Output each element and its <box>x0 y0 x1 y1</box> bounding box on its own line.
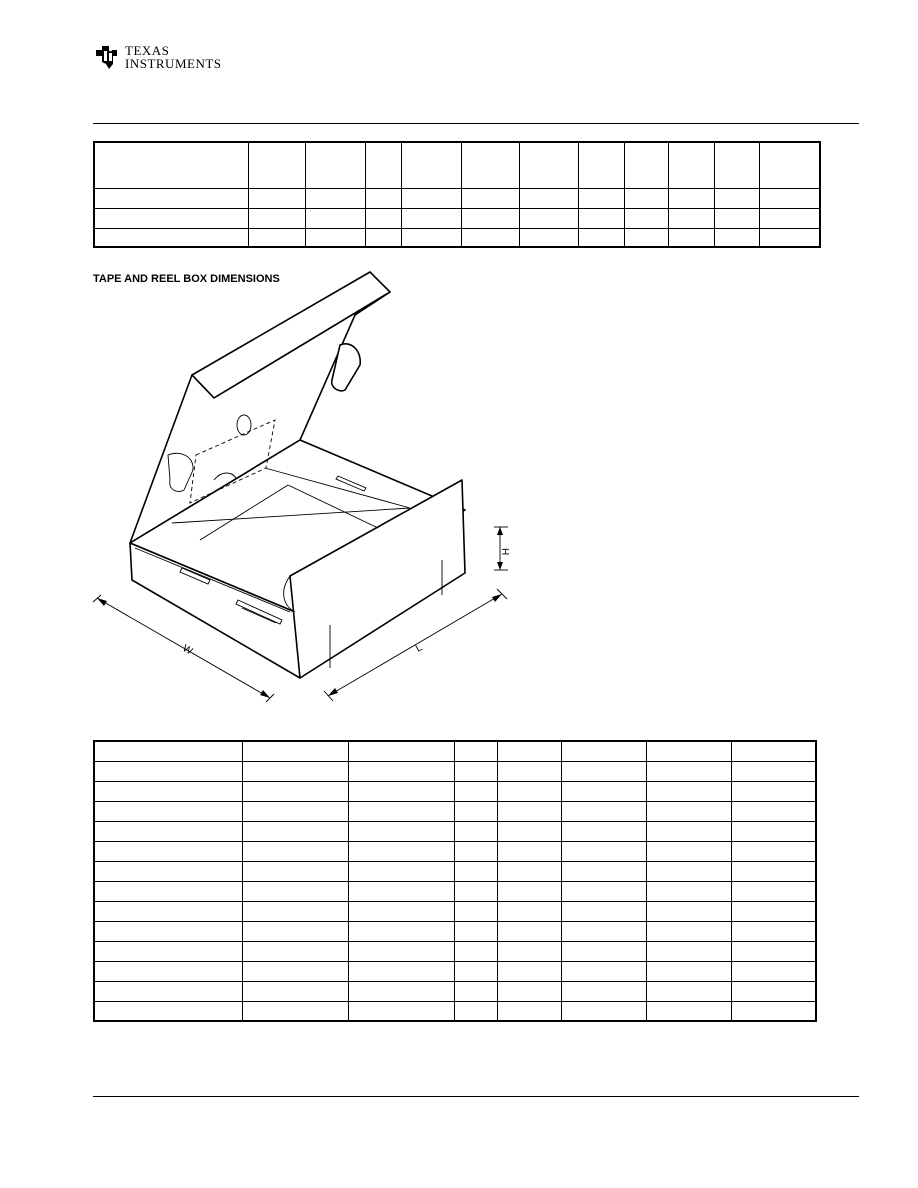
table-cell <box>94 761 242 781</box>
table-cell <box>561 981 646 1001</box>
table-cell <box>646 1001 731 1021</box>
table-cell <box>732 921 816 941</box>
table-cell <box>455 781 497 801</box>
ti-logo-icon <box>93 42 121 72</box>
table-cell <box>349 881 455 901</box>
table-cell <box>455 801 497 821</box>
table-cell <box>497 841 561 861</box>
box-dimensions-title: TAPE AND REEL BOX DIMENSIONS <box>93 273 280 285</box>
table-cell <box>646 961 731 981</box>
table-cell <box>561 801 646 821</box>
table-cell <box>455 921 497 941</box>
table-cell <box>497 821 561 841</box>
table-cell <box>94 861 242 881</box>
table-cell <box>646 881 731 901</box>
table-cell <box>242 881 348 901</box>
table-cell <box>732 841 816 861</box>
table-cell <box>242 841 348 861</box>
table-cell <box>349 941 455 961</box>
table-cell <box>455 821 497 841</box>
table-row <box>94 881 816 901</box>
table-cell <box>732 901 816 921</box>
table-cell <box>94 821 242 841</box>
table-cell <box>94 801 242 821</box>
table-cell <box>497 881 561 901</box>
table-cell <box>561 761 646 781</box>
table-row <box>94 208 820 228</box>
table-row <box>94 821 816 841</box>
table-cell <box>94 901 242 921</box>
table-cell <box>455 941 497 961</box>
table-cell <box>94 941 242 961</box>
table-cell <box>242 981 348 1001</box>
box-dimensions-table <box>93 740 817 1022</box>
table-cell <box>732 981 816 1001</box>
table-cell <box>561 781 646 801</box>
table-cell <box>497 921 561 941</box>
table-cell <box>646 941 731 961</box>
table-cell <box>646 841 731 861</box>
table-cell <box>242 761 348 781</box>
table-row <box>94 961 816 981</box>
table-cell <box>94 781 242 801</box>
table-cell <box>349 921 455 941</box>
table-cell <box>242 901 348 921</box>
table-row <box>94 861 816 881</box>
table-cell <box>732 781 816 801</box>
table-cell <box>561 901 646 921</box>
table-cell <box>349 781 455 801</box>
table-cell <box>732 941 816 961</box>
table-cell <box>497 781 561 801</box>
table-row <box>94 1001 816 1021</box>
table-cell <box>646 981 731 1001</box>
ti-wordmark <box>125 44 222 70</box>
table-cell <box>455 881 497 901</box>
table-cell <box>497 941 561 961</box>
table-cell <box>497 861 561 881</box>
dim-l-label: L <box>414 642 425 655</box>
table-cell <box>455 901 497 921</box>
table-cell <box>94 881 242 901</box>
table-cell <box>732 881 816 901</box>
table-cell <box>349 981 455 1001</box>
table-cell <box>349 741 455 761</box>
table-cell <box>455 981 497 1001</box>
table-cell <box>349 901 455 921</box>
table-cell <box>94 1001 242 1021</box>
table-cell <box>561 741 646 761</box>
table-header-row <box>94 741 816 761</box>
header-rule <box>93 123 859 124</box>
table-cell <box>561 1001 646 1021</box>
table-cell <box>242 921 348 941</box>
dim-w-label: W <box>180 643 195 658</box>
table-cell <box>349 861 455 881</box>
table-cell <box>561 961 646 981</box>
table-cell <box>349 821 455 841</box>
table-header-row <box>94 142 820 188</box>
brand-line-1: TEXAS <box>125 43 170 58</box>
table-cell <box>455 861 497 881</box>
table-cell <box>497 801 561 821</box>
table-cell <box>349 1001 455 1021</box>
table-row <box>94 901 816 921</box>
table-cell <box>349 761 455 781</box>
table-cell <box>646 821 731 841</box>
table-cell <box>94 741 242 761</box>
table-cell <box>242 941 348 961</box>
table-cell <box>646 781 731 801</box>
table-cell <box>349 801 455 821</box>
table-cell <box>455 841 497 861</box>
table-cell <box>497 761 561 781</box>
table-cell <box>455 761 497 781</box>
table-cell <box>732 741 816 761</box>
table-row <box>94 781 816 801</box>
tape-reel-info-table <box>93 141 821 248</box>
table-cell <box>242 1001 348 1021</box>
box-dimensions-diagram <box>90 265 520 710</box>
table-cell <box>455 741 497 761</box>
table-cell <box>242 821 348 841</box>
table-cell <box>455 961 497 981</box>
table-cell <box>94 961 242 981</box>
table-cell <box>349 841 455 861</box>
table-cell <box>646 741 731 761</box>
table-cell <box>561 821 646 841</box>
table-cell <box>732 801 816 821</box>
table-cell <box>497 901 561 921</box>
table-cell <box>646 921 731 941</box>
table-cell <box>455 1001 497 1021</box>
table-row <box>94 188 820 208</box>
table-cell <box>497 741 561 761</box>
table-cell <box>732 761 816 781</box>
table-cell <box>646 861 731 881</box>
table-cell <box>561 861 646 881</box>
table-row <box>94 228 820 247</box>
table-cell <box>94 841 242 861</box>
table-cell <box>242 741 348 761</box>
table-cell <box>497 1001 561 1021</box>
dim-h-label: H <box>499 548 510 556</box>
table-cell <box>732 821 816 841</box>
footer-rule <box>93 1096 859 1097</box>
table-cell <box>561 841 646 861</box>
table-cell <box>646 761 731 781</box>
table-row <box>94 941 816 961</box>
table-cell <box>646 801 731 821</box>
table-row <box>94 841 816 861</box>
table-cell <box>561 941 646 961</box>
table-cell <box>732 961 816 981</box>
table-cell <box>349 961 455 981</box>
table-cell <box>732 861 816 881</box>
table-cell <box>646 901 731 921</box>
table-cell <box>94 981 242 1001</box>
table-row <box>94 761 816 781</box>
ti-logo <box>93 42 222 72</box>
table-cell <box>561 921 646 941</box>
table-cell <box>242 801 348 821</box>
table-row <box>94 981 816 1001</box>
brand-line-2: INSTRUMENTS <box>125 56 222 71</box>
table-row <box>94 801 816 821</box>
table-row <box>94 921 816 941</box>
table-cell <box>94 921 242 941</box>
table-cell <box>242 961 348 981</box>
table-cell <box>497 961 561 981</box>
table-cell <box>497 981 561 1001</box>
table-cell <box>732 1001 816 1021</box>
table-cell <box>561 881 646 901</box>
table-cell <box>242 861 348 881</box>
table-cell <box>242 781 348 801</box>
